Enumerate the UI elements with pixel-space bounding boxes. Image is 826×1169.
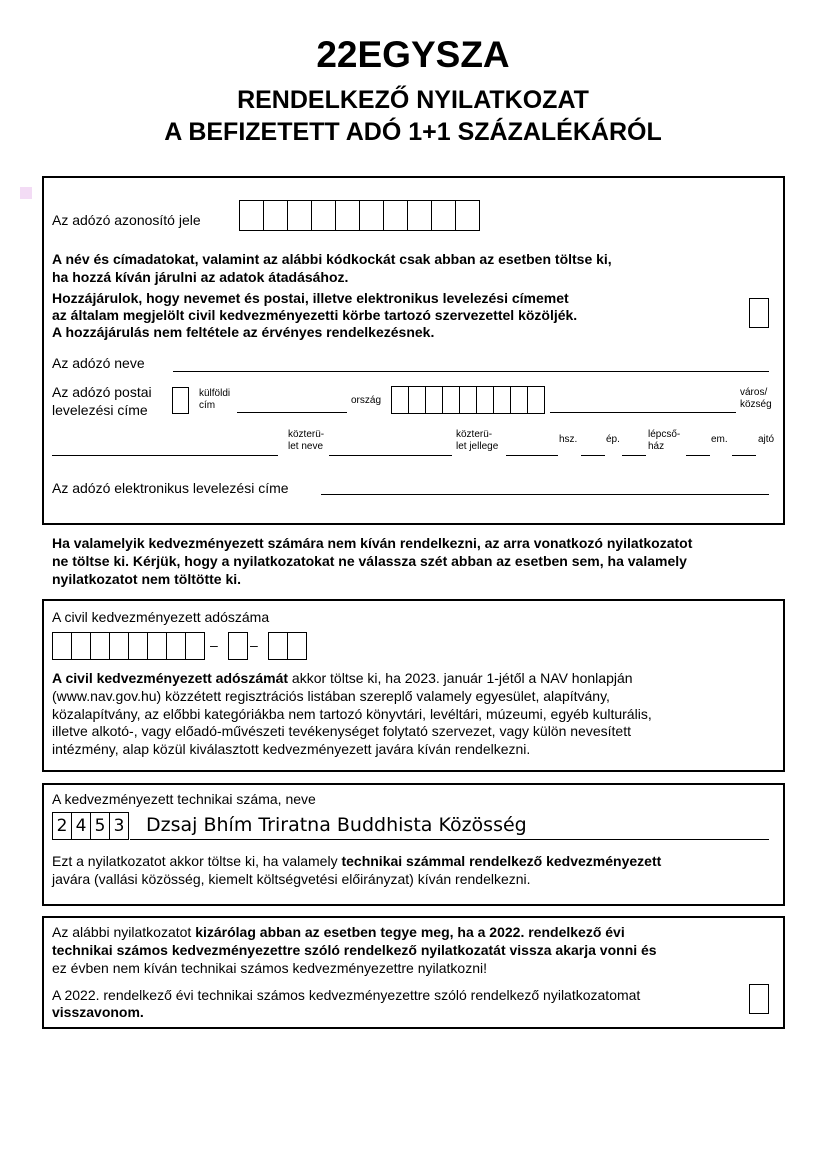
- staircase-label-line2: ház: [648, 441, 665, 452]
- door-label: ajtó: [758, 434, 775, 445]
- address-label-line2: levelezési címe: [52, 402, 148, 418]
- staircase-field[interactable]: [686, 455, 710, 456]
- building-label: ép.: [606, 434, 620, 445]
- email-label: Az adózó elektronikus levelezési címe: [52, 480, 289, 496]
- withdraw-text-bold: kizárólag abban az esetben tegye meg, ha a 2022. rendelkező évi: [195, 924, 625, 940]
- address-first-field[interactable]: [52, 455, 278, 456]
- technical-text-line1: [52, 852, 661, 870]
- civil-tax-number-part2[interactable]: [228, 632, 248, 660]
- house-number-field[interactable]: [581, 455, 605, 456]
- withdraw-statement-line1: A 2022. rendelkező évi technikai számos kedvezményezettre szóló rendelkező nyilatkozatomat: [52, 987, 641, 1003]
- country-field[interactable]: [237, 412, 347, 413]
- notice-line2: ha hozzá kíván járulni az adatok átadásához.: [52, 269, 349, 285]
- floor-label: em.: [711, 434, 728, 445]
- civil-text-bold: A civil kedvezményezett adószámát: [52, 670, 289, 686]
- building-field[interactable]: [622, 455, 646, 456]
- withdraw-statement-line2: visszavonom.: [52, 1004, 144, 1020]
- technical-text-bold: technikai számmal rendelkező kedvezményezett: [341, 853, 662, 869]
- foreign-address-checkbox[interactable]: [172, 387, 189, 414]
- beneficiary-name-line: [130, 839, 769, 840]
- street-type-field[interactable]: [506, 455, 558, 456]
- technical-text-pre: Ezt a nyilatkozatot akkor töltse ki, ha valamely: [52, 853, 342, 869]
- foreign-label-line2: cím: [199, 400, 216, 411]
- name-field[interactable]: [173, 371, 769, 372]
- technical-label: A kedvezményezett technikai száma, neve: [52, 791, 316, 807]
- civil-text-line4: illetve alkotó-, vagy előadó-művészeti tevékenységet folytató szervezet, vagy külön nevesített: [52, 723, 631, 739]
- form-title-line1: RENDELKEZŐ NYILATKOZAT: [237, 86, 589, 114]
- form-code: 22EGYSZA: [316, 34, 510, 75]
- city-label-line1: város/: [740, 387, 768, 398]
- postal-code-field[interactable]: [391, 386, 545, 414]
- civil-tax-number-label: A civil kedvezményezett adószáma: [52, 609, 270, 625]
- consent-line2: az általam megjelölt civil kedvezményezetti körbe tartozó szervezettel közöljék.: [52, 307, 578, 323]
- technical-digit: 3: [109, 812, 129, 840]
- withdraw-checkbox[interactable]: [749, 984, 769, 1014]
- consent-line3: A hozzájárulás nem feltétele az érvényes rendelkezésnek.: [52, 324, 435, 340]
- city-field[interactable]: [550, 412, 736, 413]
- civil-text-line2: (www.nav.gov.hu) közzétett regisztrációs listában szereplő valamely egyesület, alapítvány,: [52, 688, 610, 704]
- foreign-label-line1: külföldi: [199, 388, 231, 399]
- street-type-label-line1: közterü-: [456, 429, 493, 440]
- civil-tax-dash2: –: [250, 637, 258, 653]
- taxpayer-id-field[interactable]: [239, 200, 480, 231]
- street-type-label-line2: let jellege: [456, 441, 499, 452]
- consent-line1: Hozzájárulok, hogy nevemet és postai, illetve elektronikus levelezési címemet: [52, 290, 569, 306]
- civil-tax-number-part1[interactable]: [52, 632, 205, 660]
- withdraw-text-line3: ez évben nem kíván technikai számos kedvezményezettre nyilatkozni!: [52, 960, 487, 976]
- street-name-field[interactable]: [329, 455, 452, 456]
- civil-tax-number-part3[interactable]: [268, 632, 307, 660]
- city-label-line2: község: [740, 399, 772, 410]
- beneficiary-name[interactable]: Dzsaj Bhím Triratna Buddhista Közösség: [146, 814, 527, 836]
- corner-marker: [20, 187, 32, 199]
- civil-text-rest: akkor töltse ki, ha 2023. január 1-jétől a NAV honlapján: [288, 670, 633, 686]
- email-field[interactable]: [321, 494, 769, 495]
- staircase-label-line1: lépcső-: [648, 429, 681, 440]
- address-label-line1: Az adózó postai: [52, 384, 152, 400]
- floor-field[interactable]: [732, 455, 756, 456]
- form-title-line2: A BEFIZETETT ADÓ 1+1 SZÁZALÉKÁRÓL: [164, 118, 662, 146]
- name-label: Az adózó neve: [52, 355, 145, 371]
- instruction-line3: nyilatkozatot nem töltötte ki.: [52, 571, 242, 587]
- technical-digit: 5: [90, 812, 110, 840]
- civil-tax-dash1: –: [210, 637, 218, 653]
- taxpayer-id-label: Az adózó azonosító jele: [52, 212, 201, 228]
- withdraw-text-line1: [52, 923, 625, 941]
- street-name-label-line2: let neve: [288, 441, 324, 452]
- street-name-label-line1: közterü-: [288, 429, 325, 440]
- technical-number-field[interactable]: [52, 812, 129, 840]
- country-label: ország: [351, 395, 382, 406]
- technical-text-line2: javára (vallási közösség, kiemelt költségvetési előirányzat) kíván rendelkezni.: [52, 871, 531, 887]
- instruction-line1: Ha valamelyik kedvezményezett számára nem kíván rendelkezni, az arra vonatkozó nyilatkozatot: [52, 535, 693, 551]
- technical-digit: 4: [71, 812, 91, 840]
- civil-text-line1: [52, 669, 633, 687]
- civil-text-line3: közalapítvány, az előbbi kategóriákba nem tartozó könyvtári, levéltári, múzeumi, egyéb kulturális,: [52, 706, 652, 722]
- instruction-line2: ne töltse ki. Kérjük, hogy a nyilatkozatokat ne válassza szét abban az esetben sem, ha valamely: [52, 553, 687, 569]
- civil-text-line5: intézmény, alap közül kiválasztott kedvezményezett javára kíván rendelkezni.: [52, 741, 531, 757]
- house-number-label: hsz.: [559, 434, 578, 445]
- withdraw-text-line2: technikai számos kedvezményezettre szóló rendelkező nyilatkozatát vissza akarja vonni és: [52, 942, 657, 958]
- notice-line1: A név és címadatokat, valamint az alábbi kódkockát csak abban az esetben töltse ki,: [52, 251, 612, 267]
- withdraw-text-pre: Az alábbi nyilatkozatot: [52, 924, 196, 940]
- consent-checkbox[interactable]: [749, 298, 769, 328]
- technical-digit: 2: [52, 812, 72, 840]
